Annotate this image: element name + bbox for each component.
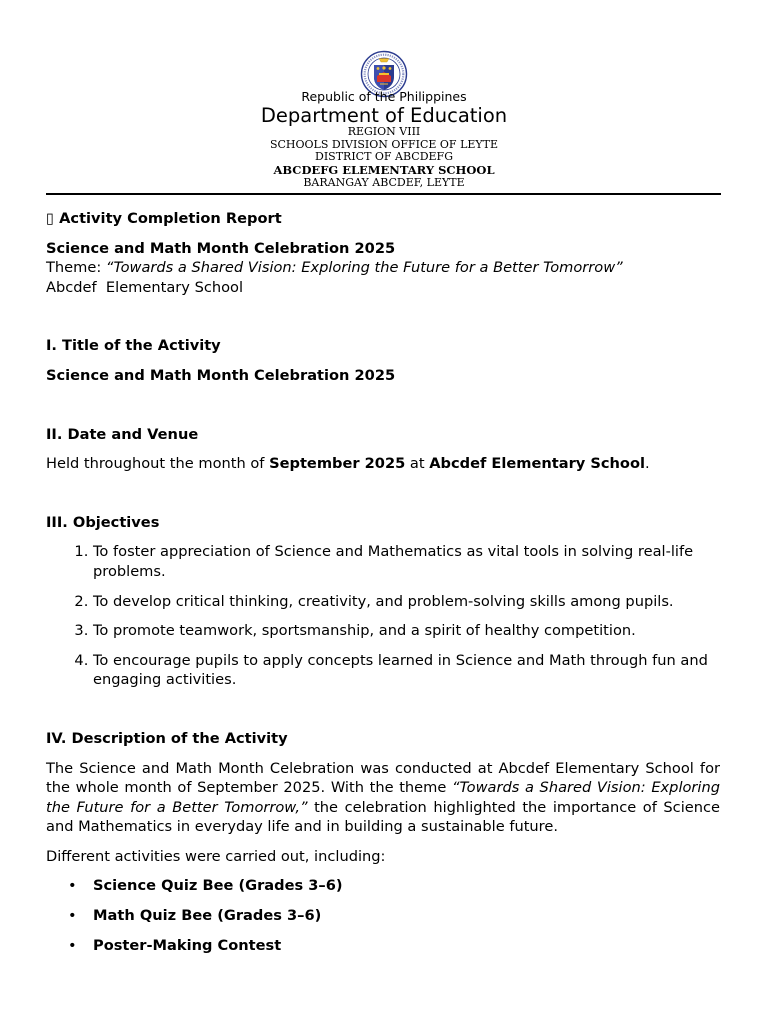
description-text-1: The Science and Math Month Celebration was conducted at Abcdef Elementary School for the whole month of September 2025. With the theme [46, 759, 720, 797]
activity-title: Science and Math Month Celebration 2025 [46, 366, 396, 384]
activity-label: Math Quiz Bee (Grades 3–6) [93, 907, 322, 925]
theme-text: “Towards a Shared Vision: Exploring the Future for a Better Tomorrow” [105, 259, 623, 277]
activities-intro: Different activities were carried out, including: [46, 847, 386, 865]
activity-label: Poster-Making Contest [93, 936, 282, 954]
bullet-icon: • [68, 877, 77, 895]
objectives-list [46, 542, 720, 690]
date-venue-text-1: Held throughout the month of [46, 455, 270, 473]
report-body [46, 209, 720, 965]
report-heading-text: Activity Completion Report [59, 210, 282, 227]
objective-item: 1. To foster appreciation of Science and Mathematics as vital tools in solving real-life problems. [93, 542, 720, 581]
event-title: Science and Math Month Celebration 2025 [46, 239, 396, 257]
theme-line [46, 258, 720, 278]
section-objectives-heading: III. Objectives [46, 513, 160, 531]
theme-label: Theme: [46, 259, 106, 277]
objective-item: 3. To promote teamwork, sportsmanship, and a spirit of healthy competition. [93, 621, 720, 641]
description-paragraph [46, 759, 720, 837]
section-title-heading: I. Title of the Activity [46, 337, 221, 355]
region-line: REGION VIII [347, 125, 421, 138]
bullet-icon: • [68, 907, 77, 925]
event-venue: Abcdef Elementary School [429, 455, 645, 473]
objective-item: 2. To develop critical thinking, creativity, and problem-solving skills among pupils. [93, 592, 720, 612]
school-line: Abcdef Elementary School [46, 278, 244, 296]
activity-label: Science Quiz Bee (Grades 3–6) [93, 877, 343, 895]
description-text-2: the celebration highlighted the importance of Science and Mathematics in everyday life and in building a sustainable future. [46, 798, 720, 836]
district-line: DISTRICT OF ABCDEFG [315, 150, 453, 163]
date-venue-text [46, 454, 720, 474]
school-name: ABCDEFG ELEMENTARY SCHOOL [273, 163, 495, 177]
activities-list [46, 876, 720, 955]
section-description-heading: IV. Description of the Activity [46, 729, 288, 747]
report-icon: ▯ [46, 210, 55, 227]
section-date-venue-heading: II. Date and Venue [46, 425, 199, 443]
event-month: September 2025 [269, 455, 406, 473]
report-heading [46, 209, 720, 229]
list-item [68, 876, 720, 896]
objective-item: 4. To encourage pupils to apply concepts learned in Science and Math through fun and engaging activities. [93, 651, 720, 690]
description-theme: “Towards a Shared Vision: Exploring the Future for a Better Tomorrow,” [46, 779, 720, 816]
department-name: Department of Education [260, 104, 508, 127]
list-item [68, 906, 720, 926]
barangay-line: BARANGAY ABCDEF, LEYTE [303, 176, 465, 189]
header-divider [46, 193, 721, 195]
republic-line: Republic of the Philippines [301, 89, 467, 104]
date-venue-text-2: at [405, 455, 430, 473]
date-venue-text-3: . [644, 455, 650, 473]
bullet-icon: • [68, 936, 77, 954]
list-item [68, 936, 720, 956]
division-line: SCHOOLS DIVISION OFFICE OF LEYTE [269, 138, 499, 151]
